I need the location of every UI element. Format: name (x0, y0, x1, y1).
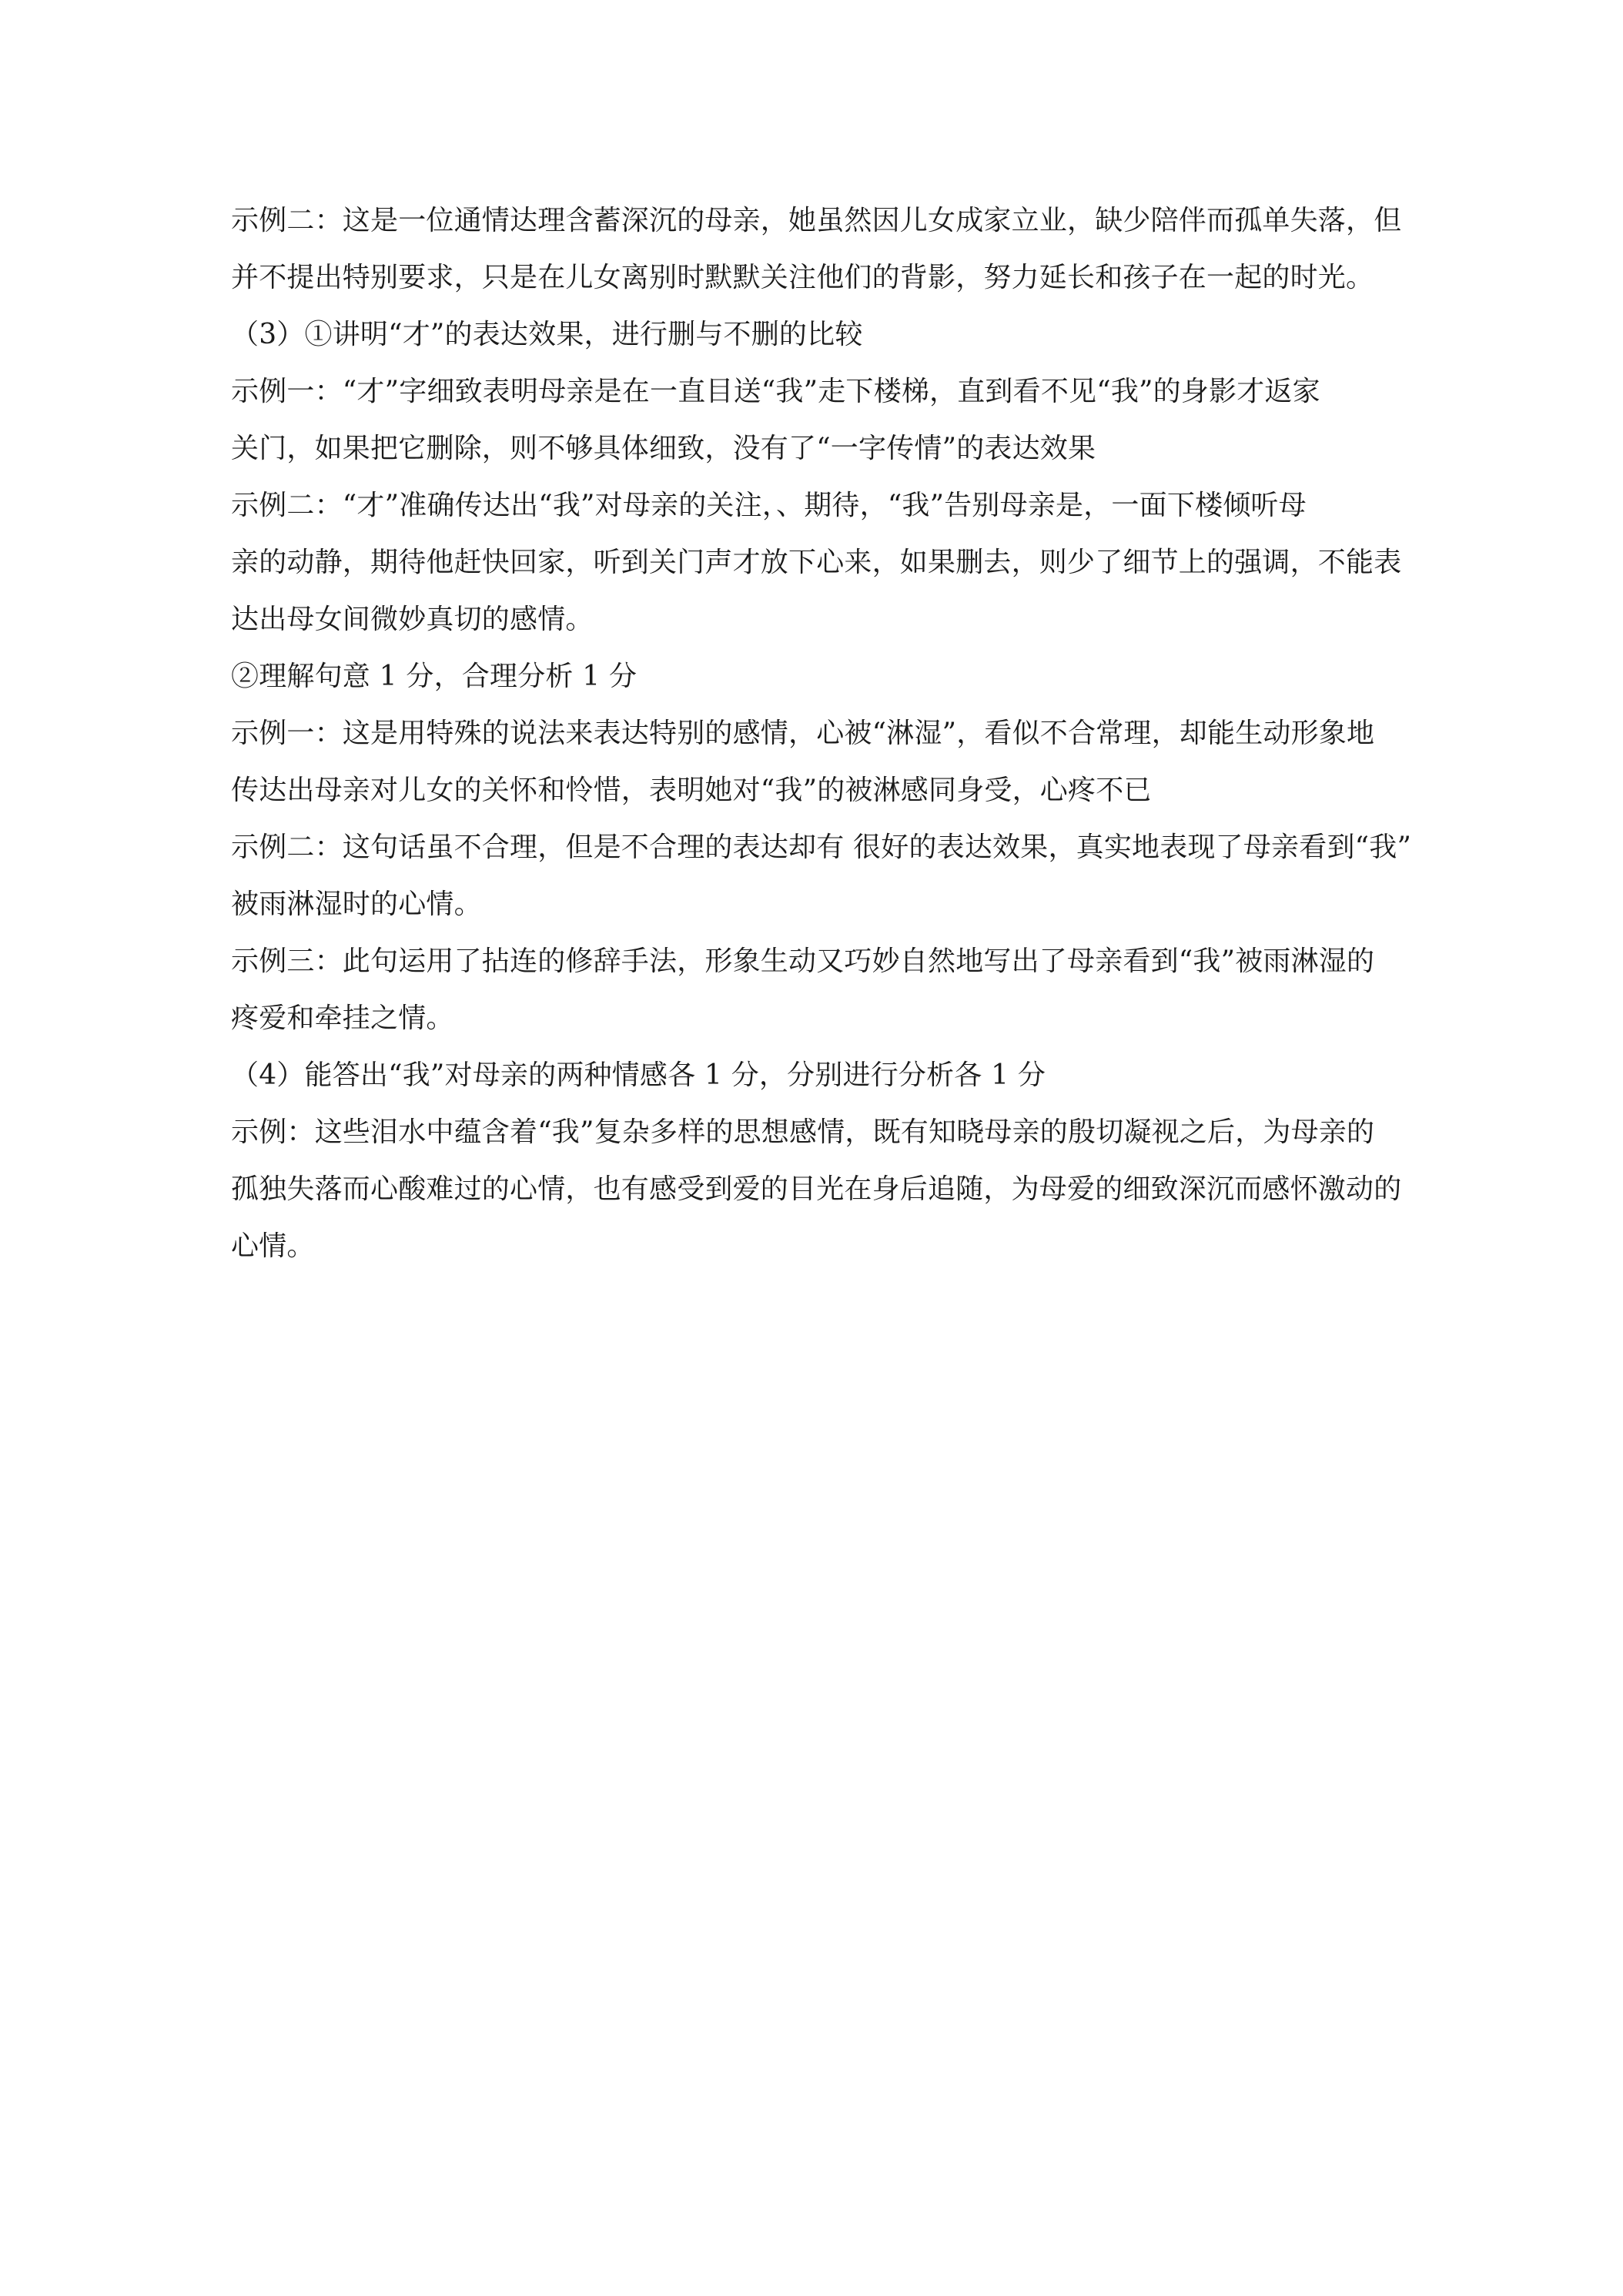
text-line: 孤独失落而心酸难过的心情，也有感受到爱的目光在身后追随，为母爱的细致深沉而感怀激动的 (231, 1173, 1402, 1205)
text-line: 关门，如果把它删除，则不够具体细致，没有了“一字传情”的表达效果 (231, 433, 1096, 464)
text-line: 示例二：这是一位通情达理含蓄深沉的母亲，她虽然因儿女成家立业，缺少陪伴而孤单失落，但 (231, 205, 1402, 236)
text-line: 示例二：“才”准确传达出“我”对母亲的关注，、期待，“我”告别母亲是，一面下楼倾听母 (231, 490, 1307, 521)
text-line: 示例：这些泪水中蕴含着“我”复杂多样的思想感情，既有知晓母亲的殷切凝视之后，为母亲的 (231, 1116, 1375, 1148)
text-line: 示例三：此句运用了拈连的修辞手法，形象生动又巧妙自然地写出了母亲看到“我”被雨淋湿的 (231, 946, 1375, 977)
text-line: 达出母女间微妙真切的感情。 (231, 604, 594, 635)
text-line: 亲的动静，期待他赶快回家，听到关门声才放下心来，如果删去，则少了细节上的强调，不能表 (231, 547, 1402, 578)
answer-text-block (231, 202, 1417, 1284)
text-line: （4）能答出“我”对母亲的两种情感各 1 分，分别进行分析各 1 分 (231, 1059, 1046, 1091)
text-line: 示例二：这句话虽不合理，但是不合理的表达却有 很好的表达效果，真实地表现了母亲看到“我” (231, 832, 1412, 863)
text-line: 心情。 (231, 1230, 315, 1262)
text-line: 疼爱和牵挂之情。 (231, 1002, 454, 1034)
text-line: 示例一：这是用特殊的说法来表达特别的感情，心被“淋湿”，看似不合常理，却能生动形象地 (231, 718, 1375, 749)
text-line: ②理解句意 1 分，合理分析 1 分 (231, 661, 637, 692)
text-line: 被雨淋湿时的心情。 (231, 889, 482, 920)
text-line: （3）①讲明“才”的表达效果，进行删与不删的比较 (231, 319, 863, 350)
text-line: 示例一：“才”字细致表明母亲是在一直目送“我”走下楼梯，直到看不见“我”的身影才返家 (231, 376, 1320, 407)
text-line: 传达出母亲对儿女的关怀和怜惜，表明她对“我”的被淋感同身受，心疼不已 (231, 775, 1152, 806)
text-line: 并不提出特别要求，只是在儿女离别时默默关注他们的背影，努力延长和孩子在一起的时光。 (231, 262, 1374, 293)
